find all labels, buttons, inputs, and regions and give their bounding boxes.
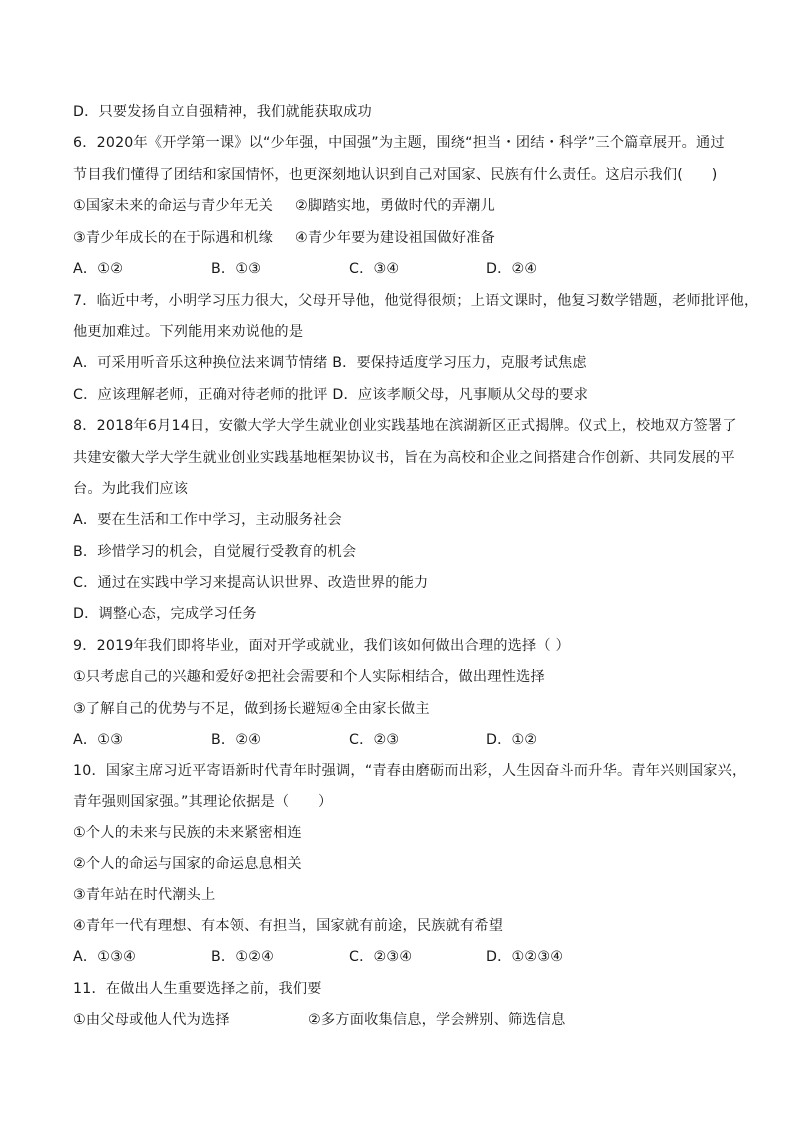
q6-option-c: C．③④ [349,261,400,277]
q6-statements-row2 [73,228,713,248]
q10-stem-line2: 青年强则国家强。”其理论依据是（ ） [73,794,333,810]
q10-option-a: A．①③④ [73,949,137,965]
q8-stem-line3: 台。为此我们应该 [73,481,189,497]
q6-option-a: A．①② [73,261,124,277]
q9-statements-line1: ①只考虑自己的兴趣和爱好②把社会需要和个人实际相结合，做出理性选择 [73,669,545,685]
q6-statement-1: ①国家未来的命运与青少年无关 [73,198,273,214]
q10-stem-line1: 10．国家主席习近平寄语新时代青年时强调，“青春由磨砺而出彩，人生因奋斗而升华。青年兴则国家兴， [73,763,747,779]
q9-option-c: C．②③ [349,732,400,748]
q10-statement-4: ④青年一代有理想、有本领、有担当，国家就有前途，民族就有希望 [73,918,504,934]
q8-option-b: B．珍惜学习的机会，自觉履行受教育的机会 [73,544,357,560]
q9-statements-line2: ③了解自己的优势与不足，做到扬长避短④全由家长做主 [73,701,430,717]
q6-option-d: D．②④ [486,261,538,277]
q10-option-c: C．②③④ [349,949,413,965]
q9-option-d: D．①② [486,732,538,748]
q9-option-b: B．②④ [211,732,262,748]
q7-stem-line2: 他更加难过。下列能用来劝说他的是 [73,324,304,340]
q10-option-d: D．①②③④ [486,949,564,965]
q7-stem-line1: 7．临近中考，小明学习压力很大，父母开导他，他觉得很烦；上语文课时，他复习数学错题，老师批评他， [73,293,759,309]
q6-statement-3: ③青少年成长的在于际遇和机缘 [73,230,273,246]
q10-statement-2: ②个人的命运与国家的命运息息相关 [73,856,302,872]
q8-option-a: A．要在生活和工作中学习，主动服务社会 [73,512,342,528]
q10-statement-1: ①个人的未来与民族的未来紧密相连 [73,825,302,841]
q9-option-a: A．①③ [73,732,124,748]
q8-stem-line1: 8．2018年6月14日，安徽大学大学生就业创业实践基地在滨湖新区正式揭牌。仪式上，校地双方签署了 [73,418,737,434]
q10-statement-3: ③青年站在时代潮头上 [73,887,216,903]
q8-option-d: D．调整心态，完成学习任务 [73,606,257,622]
q9-stem: 9．2019年我们即将毕业，面对开学或就业，我们该如何做出合理的选择（ ） [73,638,570,654]
q6-statements-row1 [73,196,713,216]
q5-option-d: D．只要发扬自立自强精神，我们就能获取成功 [73,104,372,120]
q11-statement-2: ②多方面收集信息，学会辨别、筛选信息 [308,1012,566,1028]
q6-stem-line1: 6．2020年《开学第一课》以“少年强，中国强”为主题，围绕“担当・团结・科学”三个篇章展开。通过 [73,135,725,151]
q6-option-b: B．①③ [211,261,262,277]
q6-statement-2: ②脚踏实地，勇做时代的弄潮儿 [295,198,495,214]
q9-options [73,730,713,750]
q7-option-line1: A．可采用听音乐这种换位法来调节情绪 B．要保持适度学习压力，克服考试焦虑 [73,355,587,371]
q6-stem-line2: 节目我们懂得了团结和家国情怀，也更深刻地认识到自己对国家、民族有什么责任。这启示我们( ) [73,167,718,183]
q6-statement-4: ④青少年要为建设祖国做好准备 [295,230,495,246]
q11-statements-row1 [73,1010,713,1030]
q7-option-line2: C．应该理解老师，正确对待老师的批评 D．应该孝顺父母，凡事顺从父母的要求 [73,387,589,403]
q10-options [73,947,713,967]
q6-options [73,259,713,279]
q8-option-c: C．通过在实践中学习来提高认识世界、改造世界的能力 [73,575,429,591]
q8-stem-line2: 共建安徽大学大学生就业创业实践基地框架协议书，旨在为高校和企业之间搭建合作创新、共同发展的平 [73,450,735,466]
q11-statement-1: ①由父母或他人代为选择 [73,1012,230,1028]
q11-stem: 11．在做出人生重要选择之前，我们要 [73,981,322,997]
q10-option-b: B．①②④ [211,949,275,965]
